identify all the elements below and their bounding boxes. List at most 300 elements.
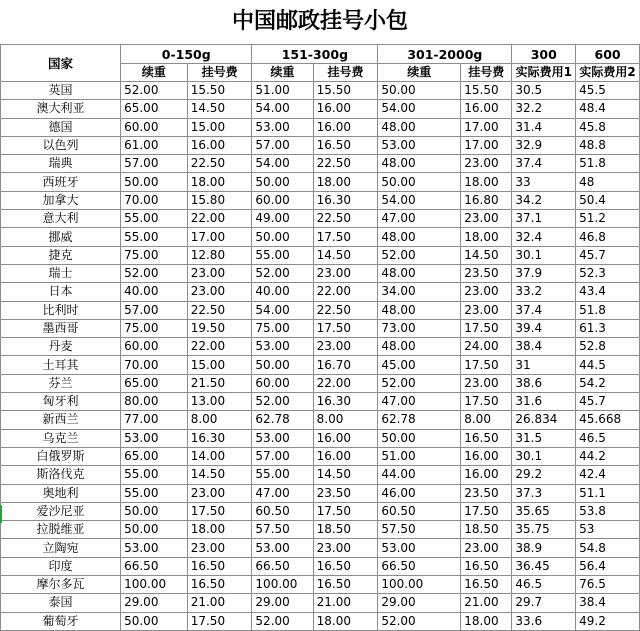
value-cell[interactable]: 57.00	[252, 136, 313, 154]
value-cell[interactable]: 61.00	[121, 136, 188, 154]
value-cell[interactable]: 16.00	[313, 118, 378, 136]
value-cell[interactable]: 50.00	[121, 612, 188, 630]
value-cell[interactable]: 18.00	[187, 173, 252, 191]
value-cell[interactable]: 16.50	[461, 429, 512, 447]
value-cell[interactable]: 66.50	[121, 557, 188, 575]
value-cell[interactable]: 52.00	[121, 264, 188, 282]
value-cell[interactable]: 52.00	[252, 612, 313, 630]
value-cell[interactable]: 18.00	[313, 173, 378, 191]
value-cell[interactable]: 45.7	[576, 393, 640, 411]
country-cell[interactable]: 澳大利亚	[1, 100, 121, 118]
value-cell[interactable]: 22.00	[313, 374, 378, 392]
value-cell[interactable]: 17.50	[461, 393, 512, 411]
country-cell[interactable]: 比利时	[1, 301, 121, 319]
value-cell[interactable]: 17.00	[461, 136, 512, 154]
country-cell[interactable]: 土耳其	[1, 356, 121, 374]
country-cell[interactable]: 捷克	[1, 246, 121, 264]
value-cell[interactable]: 22.50	[187, 301, 252, 319]
country-cell[interactable]: 摩尔多瓦	[1, 576, 121, 594]
value-cell[interactable]: 53.00	[378, 136, 461, 154]
value-cell[interactable]: 50.00	[378, 429, 461, 447]
value-cell[interactable]: 60.00	[252, 191, 313, 209]
value-cell[interactable]: 23.00	[461, 210, 512, 228]
header-group-0-150g[interactable]: 0-150g	[121, 45, 252, 64]
subheader-cell[interactable]: 挂号费	[187, 64, 252, 82]
value-cell[interactable]: 53	[576, 521, 640, 539]
country-cell[interactable]: 挪威	[1, 228, 121, 246]
value-cell[interactable]: 38.9	[512, 539, 576, 557]
value-cell[interactable]: 53.00	[378, 539, 461, 557]
value-cell[interactable]: 50.00	[252, 173, 313, 191]
value-cell[interactable]: 42.4	[576, 466, 640, 484]
value-cell[interactable]: 29.2	[512, 466, 576, 484]
value-cell[interactable]: 56.4	[576, 557, 640, 575]
value-cell[interactable]: 15.00	[187, 356, 252, 374]
value-cell[interactable]: 57.00	[252, 447, 313, 465]
value-cell[interactable]: 60.00	[121, 338, 188, 356]
value-cell[interactable]: 13.00	[187, 393, 252, 411]
table-row	[1, 356, 640, 374]
value-cell[interactable]: 46.8	[576, 228, 640, 246]
value-cell[interactable]: 23.00	[313, 264, 378, 282]
value-cell[interactable]: 52.00	[378, 612, 461, 630]
header-row-1	[1, 45, 640, 64]
country-cell[interactable]: 奥地利	[1, 484, 121, 502]
value-cell[interactable]: 52.00	[252, 393, 313, 411]
value-cell[interactable]: 47.00	[252, 484, 313, 502]
subheader-cell[interactable]: 续重	[252, 64, 313, 82]
value-cell[interactable]: 24.00	[461, 338, 512, 356]
value-cell[interactable]: 19.50	[187, 319, 252, 337]
value-cell[interactable]: 53.00	[252, 539, 313, 557]
value-cell[interactable]: 18.00	[461, 228, 512, 246]
value-cell[interactable]: 16.30	[187, 429, 252, 447]
table-row	[1, 429, 640, 447]
value-cell[interactable]: 66.50	[378, 557, 461, 575]
value-cell[interactable]: 48.00	[378, 338, 461, 356]
value-cell[interactable]: 45.00	[378, 356, 461, 374]
value-cell[interactable]: 15.00	[187, 118, 252, 136]
value-cell[interactable]: 50.00	[121, 502, 188, 520]
value-cell[interactable]: 52.00	[378, 374, 461, 392]
value-cell[interactable]: 48.00	[378, 118, 461, 136]
value-cell[interactable]: 52.00	[378, 246, 461, 264]
value-cell[interactable]: 38.4	[512, 338, 576, 356]
value-cell[interactable]: 18.00	[313, 612, 378, 630]
value-cell[interactable]: 23.50	[461, 484, 512, 502]
value-cell[interactable]: 23.00	[461, 283, 512, 301]
value-cell[interactable]: 60.50	[252, 502, 313, 520]
country-cell[interactable]: 西班牙	[1, 173, 121, 191]
value-cell[interactable]: 35.65	[512, 502, 576, 520]
value-cell[interactable]: 31	[512, 356, 576, 374]
value-cell[interactable]: 22.50	[313, 155, 378, 173]
country-cell[interactable]: 白俄罗斯	[1, 447, 121, 465]
value-cell[interactable]: 45.668	[576, 411, 640, 429]
value-cell[interactable]: 50.00	[121, 173, 188, 191]
value-cell[interactable]: 47.00	[378, 393, 461, 411]
country-cell[interactable]: 瑞典	[1, 155, 121, 173]
value-cell[interactable]: 16.00	[313, 429, 378, 447]
value-cell[interactable]: 16.50	[313, 557, 378, 575]
value-cell[interactable]: 18.50	[461, 521, 512, 539]
value-cell[interactable]: 17.00	[461, 118, 512, 136]
value-cell[interactable]: 100.00	[378, 576, 461, 594]
value-cell[interactable]: 62.78	[378, 411, 461, 429]
value-cell[interactable]: 53.00	[121, 539, 188, 557]
value-cell[interactable]: 57.00	[121, 155, 188, 173]
value-cell[interactable]: 14.00	[187, 447, 252, 465]
value-cell[interactable]: 23.00	[187, 484, 252, 502]
value-cell[interactable]: 45.8	[576, 118, 640, 136]
value-cell[interactable]: 30.1	[512, 447, 576, 465]
value-cell[interactable]: 30.1	[512, 246, 576, 264]
value-cell[interactable]: 46.00	[378, 484, 461, 502]
value-cell[interactable]: 50.00	[121, 521, 188, 539]
table-row	[1, 118, 640, 136]
value-cell[interactable]: 75.00	[121, 246, 188, 264]
country-cell[interactable]: 拉脱维亚	[1, 521, 121, 539]
value-cell[interactable]: 31.5	[512, 429, 576, 447]
value-cell[interactable]: 16.50	[461, 576, 512, 594]
value-cell[interactable]: 23.00	[187, 539, 252, 557]
value-cell[interactable]: 22.00	[187, 210, 252, 228]
value-cell[interactable]: 51.00	[252, 82, 313, 100]
value-cell[interactable]: 17.50	[313, 502, 378, 520]
value-cell[interactable]: 23.00	[187, 264, 252, 282]
value-cell[interactable]: 54.8	[576, 539, 640, 557]
value-cell[interactable]: 18.00	[461, 612, 512, 630]
value-cell[interactable]: 48.8	[576, 136, 640, 154]
value-cell[interactable]: 40.00	[252, 283, 313, 301]
value-cell[interactable]: 17.50	[187, 612, 252, 630]
value-cell[interactable]: 36.45	[512, 557, 576, 575]
value-cell[interactable]: 80.00	[121, 393, 188, 411]
value-cell[interactable]: 55.00	[121, 484, 188, 502]
value-cell[interactable]: 51.8	[576, 155, 640, 173]
value-cell[interactable]: 65.00	[121, 100, 188, 118]
value-cell[interactable]: 16.50	[313, 576, 378, 594]
country-cell[interactable]: 匈牙利	[1, 393, 121, 411]
value-cell[interactable]: 23.50	[461, 264, 512, 282]
value-cell[interactable]: 50.00	[378, 82, 461, 100]
value-cell[interactable]: 61.3	[576, 319, 640, 337]
value-cell[interactable]: 38.4	[576, 594, 640, 612]
table-row	[1, 82, 640, 100]
value-cell[interactable]: 52.00	[121, 82, 188, 100]
table-row	[1, 228, 640, 246]
value-cell[interactable]: 18.50	[313, 521, 378, 539]
value-cell[interactable]: 48	[576, 173, 640, 191]
header-country[interactable]: 国家	[1, 45, 121, 82]
value-cell[interactable]: 51.1	[576, 484, 640, 502]
value-cell[interactable]: 14.50	[187, 466, 252, 484]
value-cell[interactable]: 100.00	[252, 576, 313, 594]
value-cell[interactable]: 46.5	[576, 429, 640, 447]
value-cell[interactable]: 51.00	[378, 447, 461, 465]
table-row	[1, 502, 640, 520]
value-cell[interactable]: 23.00	[461, 539, 512, 557]
value-cell[interactable]: 17.50	[313, 228, 378, 246]
value-cell[interactable]: 47.00	[378, 210, 461, 228]
country-cell[interactable]: 墨西哥	[1, 319, 121, 337]
value-cell[interactable]: 32.9	[512, 136, 576, 154]
country-cell[interactable]: 立陶宛	[1, 539, 121, 557]
table-row	[1, 301, 640, 319]
value-cell[interactable]: 38.6	[512, 374, 576, 392]
value-cell[interactable]: 100.00	[121, 576, 188, 594]
value-cell[interactable]: 55.00	[121, 210, 188, 228]
value-cell[interactable]: 53.00	[121, 429, 188, 447]
value-cell[interactable]: 23.50	[313, 484, 378, 502]
value-cell[interactable]: 70.00	[121, 356, 188, 374]
value-cell[interactable]: 16.70	[313, 356, 378, 374]
value-cell[interactable]: 21.00	[461, 594, 512, 612]
value-cell[interactable]: 54.00	[252, 100, 313, 118]
value-cell[interactable]: 55.00	[252, 246, 313, 264]
value-cell[interactable]: 21.00	[313, 594, 378, 612]
country-cell[interactable]: 加拿大	[1, 191, 121, 209]
value-cell[interactable]: 45.7	[576, 246, 640, 264]
value-cell[interactable]: 57.50	[378, 521, 461, 539]
value-cell[interactable]: 34.00	[378, 283, 461, 301]
value-cell[interactable]: 46.5	[512, 576, 576, 594]
value-cell[interactable]: 14.50	[313, 466, 378, 484]
value-cell[interactable]: 15.50	[461, 82, 512, 100]
value-cell[interactable]: 53.00	[252, 338, 313, 356]
value-cell[interactable]: 16.00	[187, 136, 252, 154]
value-cell[interactable]: 50.00	[378, 173, 461, 191]
table-row	[1, 319, 640, 337]
country-cell[interactable]: 葡萄牙	[1, 612, 121, 630]
header-group-300[interactable]: 300	[512, 45, 576, 64]
header-group-600[interactable]: 600	[576, 45, 640, 64]
value-cell[interactable]: 18.00	[187, 521, 252, 539]
value-cell[interactable]: 32.2	[512, 100, 576, 118]
subheader-cell[interactable]: 实际费用2	[576, 64, 640, 82]
value-cell[interactable]: 15.80	[187, 191, 252, 209]
table-row	[1, 210, 640, 228]
value-cell[interactable]: 23.00	[461, 301, 512, 319]
value-cell[interactable]: 60.50	[378, 502, 461, 520]
value-cell[interactable]: 16.50	[187, 557, 252, 575]
value-cell[interactable]: 18.00	[461, 173, 512, 191]
value-cell[interactable]: 54.00	[378, 100, 461, 118]
value-cell[interactable]: 16.00	[461, 447, 512, 465]
country-cell[interactable]: 丹麦	[1, 338, 121, 356]
value-cell[interactable]: 50.4	[576, 191, 640, 209]
value-cell[interactable]: 50.00	[252, 356, 313, 374]
subheader-cell[interactable]: 续重	[121, 64, 188, 82]
header-group-301-2000g[interactable]: 301-2000g	[378, 45, 512, 64]
value-cell[interactable]: 76.5	[576, 576, 640, 594]
table-row	[1, 521, 640, 539]
subheader-cell[interactable]: 实际费用1	[512, 64, 576, 82]
value-cell[interactable]: 39.4	[512, 319, 576, 337]
value-cell[interactable]: 17.00	[187, 228, 252, 246]
value-cell[interactable]: 17.50	[461, 319, 512, 337]
value-cell[interactable]: 57.00	[121, 301, 188, 319]
country-cell[interactable]: 日本	[1, 283, 121, 301]
value-cell[interactable]: 16.50	[313, 136, 378, 154]
value-cell[interactable]: 49.2	[576, 612, 640, 630]
value-cell[interactable]: 48.00	[378, 301, 461, 319]
value-cell[interactable]: 35.75	[512, 521, 576, 539]
value-cell[interactable]: 17.50	[461, 502, 512, 520]
value-cell[interactable]: 53.00	[252, 429, 313, 447]
country-cell[interactable]: 意大利	[1, 210, 121, 228]
header-group-151-300g[interactable]: 151-300g	[252, 45, 378, 64]
value-cell[interactable]: 48.4	[576, 100, 640, 118]
value-cell[interactable]: 49.00	[252, 210, 313, 228]
value-cell[interactable]: 33.6	[512, 612, 576, 630]
value-cell[interactable]: 52.00	[252, 264, 313, 282]
value-cell[interactable]: 29.00	[252, 594, 313, 612]
country-cell[interactable]: 瑞士	[1, 264, 121, 282]
value-cell[interactable]: 54.00	[378, 191, 461, 209]
value-cell[interactable]: 22.50	[187, 155, 252, 173]
value-cell[interactable]: 62.78	[252, 411, 313, 429]
value-cell[interactable]: 54.00	[252, 155, 313, 173]
value-cell[interactable]: 8.00	[461, 411, 512, 429]
value-cell[interactable]: 29.7	[512, 594, 576, 612]
country-cell[interactable]: 乌克兰	[1, 429, 121, 447]
value-cell[interactable]: 8.00	[313, 411, 378, 429]
value-cell[interactable]: 66.50	[252, 557, 313, 575]
value-cell[interactable]: 26.834	[512, 411, 576, 429]
value-cell[interactable]: 73.00	[378, 319, 461, 337]
country-cell[interactable]: 爱沙尼亚	[1, 502, 121, 520]
value-cell[interactable]: 70.00	[121, 191, 188, 209]
value-cell[interactable]: 22.00	[313, 283, 378, 301]
value-cell[interactable]: 30.5	[512, 82, 576, 100]
value-cell[interactable]: 75.00	[252, 319, 313, 337]
value-cell[interactable]: 14.50	[187, 100, 252, 118]
value-cell[interactable]: 23.00	[187, 283, 252, 301]
value-cell[interactable]: 45.5	[576, 82, 640, 100]
value-cell[interactable]: 53.8	[576, 502, 640, 520]
value-cell[interactable]: 23.00	[461, 155, 512, 173]
value-cell[interactable]: 29.00	[121, 594, 188, 612]
value-cell[interactable]: 37.4	[512, 301, 576, 319]
country-cell[interactable]: 以色列	[1, 136, 121, 154]
value-cell[interactable]: 53.00	[252, 118, 313, 136]
value-cell[interactable]: 51.2	[576, 210, 640, 228]
value-cell[interactable]: 43.4	[576, 283, 640, 301]
value-cell[interactable]: 15.50	[313, 82, 378, 100]
table-row	[1, 411, 640, 429]
value-cell[interactable]: 48.00	[378, 228, 461, 246]
country-cell[interactable]: 新西兰	[1, 411, 121, 429]
rate-table	[0, 44, 640, 631]
value-cell[interactable]: 23.00	[313, 338, 378, 356]
value-cell[interactable]: 16.80	[461, 191, 512, 209]
value-cell[interactable]: 16.00	[313, 447, 378, 465]
value-cell[interactable]: 37.3	[512, 484, 576, 502]
subheader-cell[interactable]: 挂号费	[313, 64, 378, 82]
country-cell[interactable]: 英国	[1, 82, 121, 100]
value-cell[interactable]: 44.2	[576, 447, 640, 465]
value-cell[interactable]: 65.00	[121, 447, 188, 465]
value-cell[interactable]: 16.50	[461, 557, 512, 575]
country-cell[interactable]: 泰国	[1, 594, 121, 612]
value-cell[interactable]: 12.80	[187, 246, 252, 264]
value-cell[interactable]: 16.00	[313, 100, 378, 118]
value-cell[interactable]: 37.4	[512, 155, 576, 173]
value-cell[interactable]: 54.00	[252, 301, 313, 319]
subheader-cell[interactable]: 续重	[378, 64, 461, 82]
value-cell[interactable]: 60.00	[252, 374, 313, 392]
value-cell[interactable]: 22.50	[313, 301, 378, 319]
value-cell[interactable]: 16.50	[187, 576, 252, 594]
value-cell[interactable]: 16.00	[461, 100, 512, 118]
value-cell[interactable]: 77.00	[121, 411, 188, 429]
value-cell[interactable]: 17.50	[187, 502, 252, 520]
country-cell[interactable]: 芬兰	[1, 374, 121, 392]
value-cell[interactable]: 17.50	[313, 319, 378, 337]
value-cell[interactable]: 16.30	[313, 393, 378, 411]
table-row	[1, 338, 640, 356]
value-cell[interactable]: 21.50	[187, 374, 252, 392]
value-cell[interactable]: 50.00	[252, 228, 313, 246]
value-cell[interactable]: 55.00	[121, 466, 188, 484]
value-cell[interactable]: 75.00	[121, 319, 188, 337]
value-cell[interactable]: 14.50	[461, 246, 512, 264]
value-cell[interactable]: 65.00	[121, 374, 188, 392]
country-cell[interactable]: 德国	[1, 118, 121, 136]
value-cell[interactable]: 57.50	[252, 521, 313, 539]
value-cell[interactable]: 33	[512, 173, 576, 191]
value-cell[interactable]: 55.00	[252, 466, 313, 484]
value-cell[interactable]: 54.2	[576, 374, 640, 392]
value-cell[interactable]: 29.00	[378, 594, 461, 612]
value-cell[interactable]: 52.8	[576, 338, 640, 356]
value-cell[interactable]: 40.00	[121, 283, 188, 301]
value-cell[interactable]: 16.30	[313, 191, 378, 209]
value-cell[interactable]: 22.50	[313, 210, 378, 228]
table-row	[1, 155, 640, 173]
value-cell[interactable]: 51.8	[576, 301, 640, 319]
value-cell[interactable]: 60.00	[121, 118, 188, 136]
value-cell[interactable]: 34.2	[512, 191, 576, 209]
value-cell[interactable]: 37.1	[512, 210, 576, 228]
value-cell[interactable]: 14.50	[313, 246, 378, 264]
value-cell[interactable]: 15.50	[187, 82, 252, 100]
value-cell[interactable]: 33.2	[512, 283, 576, 301]
value-cell[interactable]: 16.00	[461, 466, 512, 484]
value-cell[interactable]: 8.00	[187, 411, 252, 429]
value-cell[interactable]: 17.50	[461, 356, 512, 374]
value-cell[interactable]: 31.6	[512, 393, 576, 411]
subheader-cell[interactable]: 挂号费	[461, 64, 512, 82]
country-cell[interactable]: 斯洛伐克	[1, 466, 121, 484]
value-cell[interactable]: 55.00	[121, 228, 188, 246]
value-cell[interactable]: 22.00	[187, 338, 252, 356]
value-cell[interactable]: 52.3	[576, 264, 640, 282]
value-cell[interactable]: 37.9	[512, 264, 576, 282]
table-row	[1, 136, 640, 154]
value-cell[interactable]: 48.00	[378, 264, 461, 282]
value-cell[interactable]: 32.4	[512, 228, 576, 246]
country-cell[interactable]: 印度	[1, 557, 121, 575]
value-cell[interactable]: 21.00	[187, 594, 252, 612]
value-cell[interactable]: 31.4	[512, 118, 576, 136]
value-cell[interactable]: 44.00	[378, 466, 461, 484]
value-cell[interactable]: 48.00	[378, 155, 461, 173]
value-cell[interactable]: 23.00	[313, 539, 378, 557]
value-cell[interactable]: 23.00	[461, 374, 512, 392]
value-cell[interactable]: 44.5	[576, 356, 640, 374]
